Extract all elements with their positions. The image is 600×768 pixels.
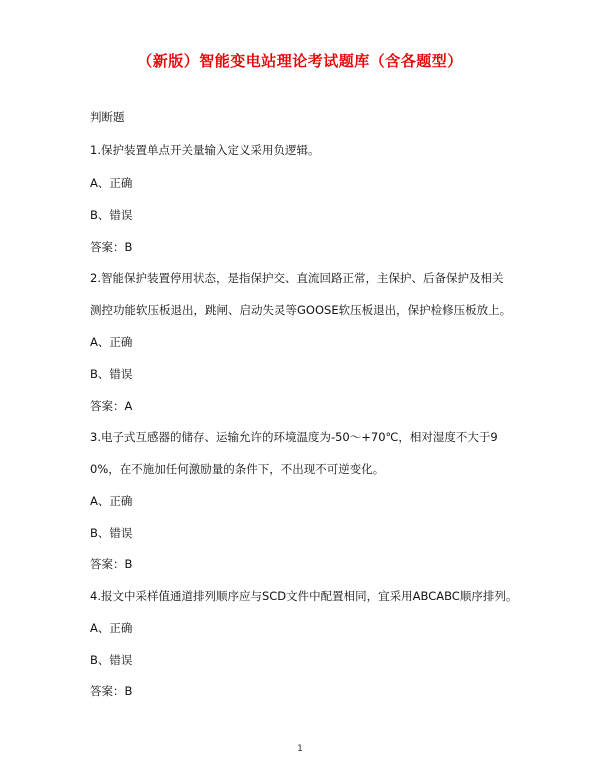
- answer: 答案：B: [90, 240, 133, 254]
- option-a: A、正确: [90, 621, 133, 635]
- question-text-line: 2.智能保护装置停用状态，是指保护交、直流回路正常，主保护、后备保护及相关: [90, 271, 504, 285]
- question-text-line: 测控功能软压板退出，跳闸、启动失灵等GOOSE软压板退出，保护检修压板放上。: [90, 303, 512, 317]
- question-text-line: 1.保护装置单点开关量输入定义采用负逻辑。: [90, 143, 320, 157]
- option-b: B、错误: [90, 208, 133, 222]
- question-text-line: 4.报文中采样值通道排列顺序应与SCD文件中配置相同，宜采用ABCABC顺序排列。: [90, 589, 518, 603]
- option-b: B、错误: [90, 526, 133, 540]
- option-a: A、正确: [90, 494, 133, 508]
- option-a: A、正确: [90, 176, 133, 190]
- document-title: （新版）智能变电站理论考试题库（含各题型）: [137, 52, 463, 70]
- option-b: B、错误: [90, 367, 133, 381]
- question-text-line: 0%，在不施加任何激励量的条件下，不出现不可逆变化。: [90, 462, 385, 476]
- answer: 答案：B: [90, 684, 133, 698]
- answer: 答案：A: [90, 399, 133, 413]
- answer: 答案：B: [90, 557, 133, 571]
- option-b: B、错误: [90, 653, 133, 667]
- page-number: 1: [297, 744, 303, 754]
- section-heading: 判断题: [90, 110, 125, 124]
- question-text-line: 3.电子式互感器的储存、运输允许的环境温度为-50～+70℃，相对湿度不大于9: [90, 430, 498, 444]
- option-a: A、正确: [90, 335, 133, 349]
